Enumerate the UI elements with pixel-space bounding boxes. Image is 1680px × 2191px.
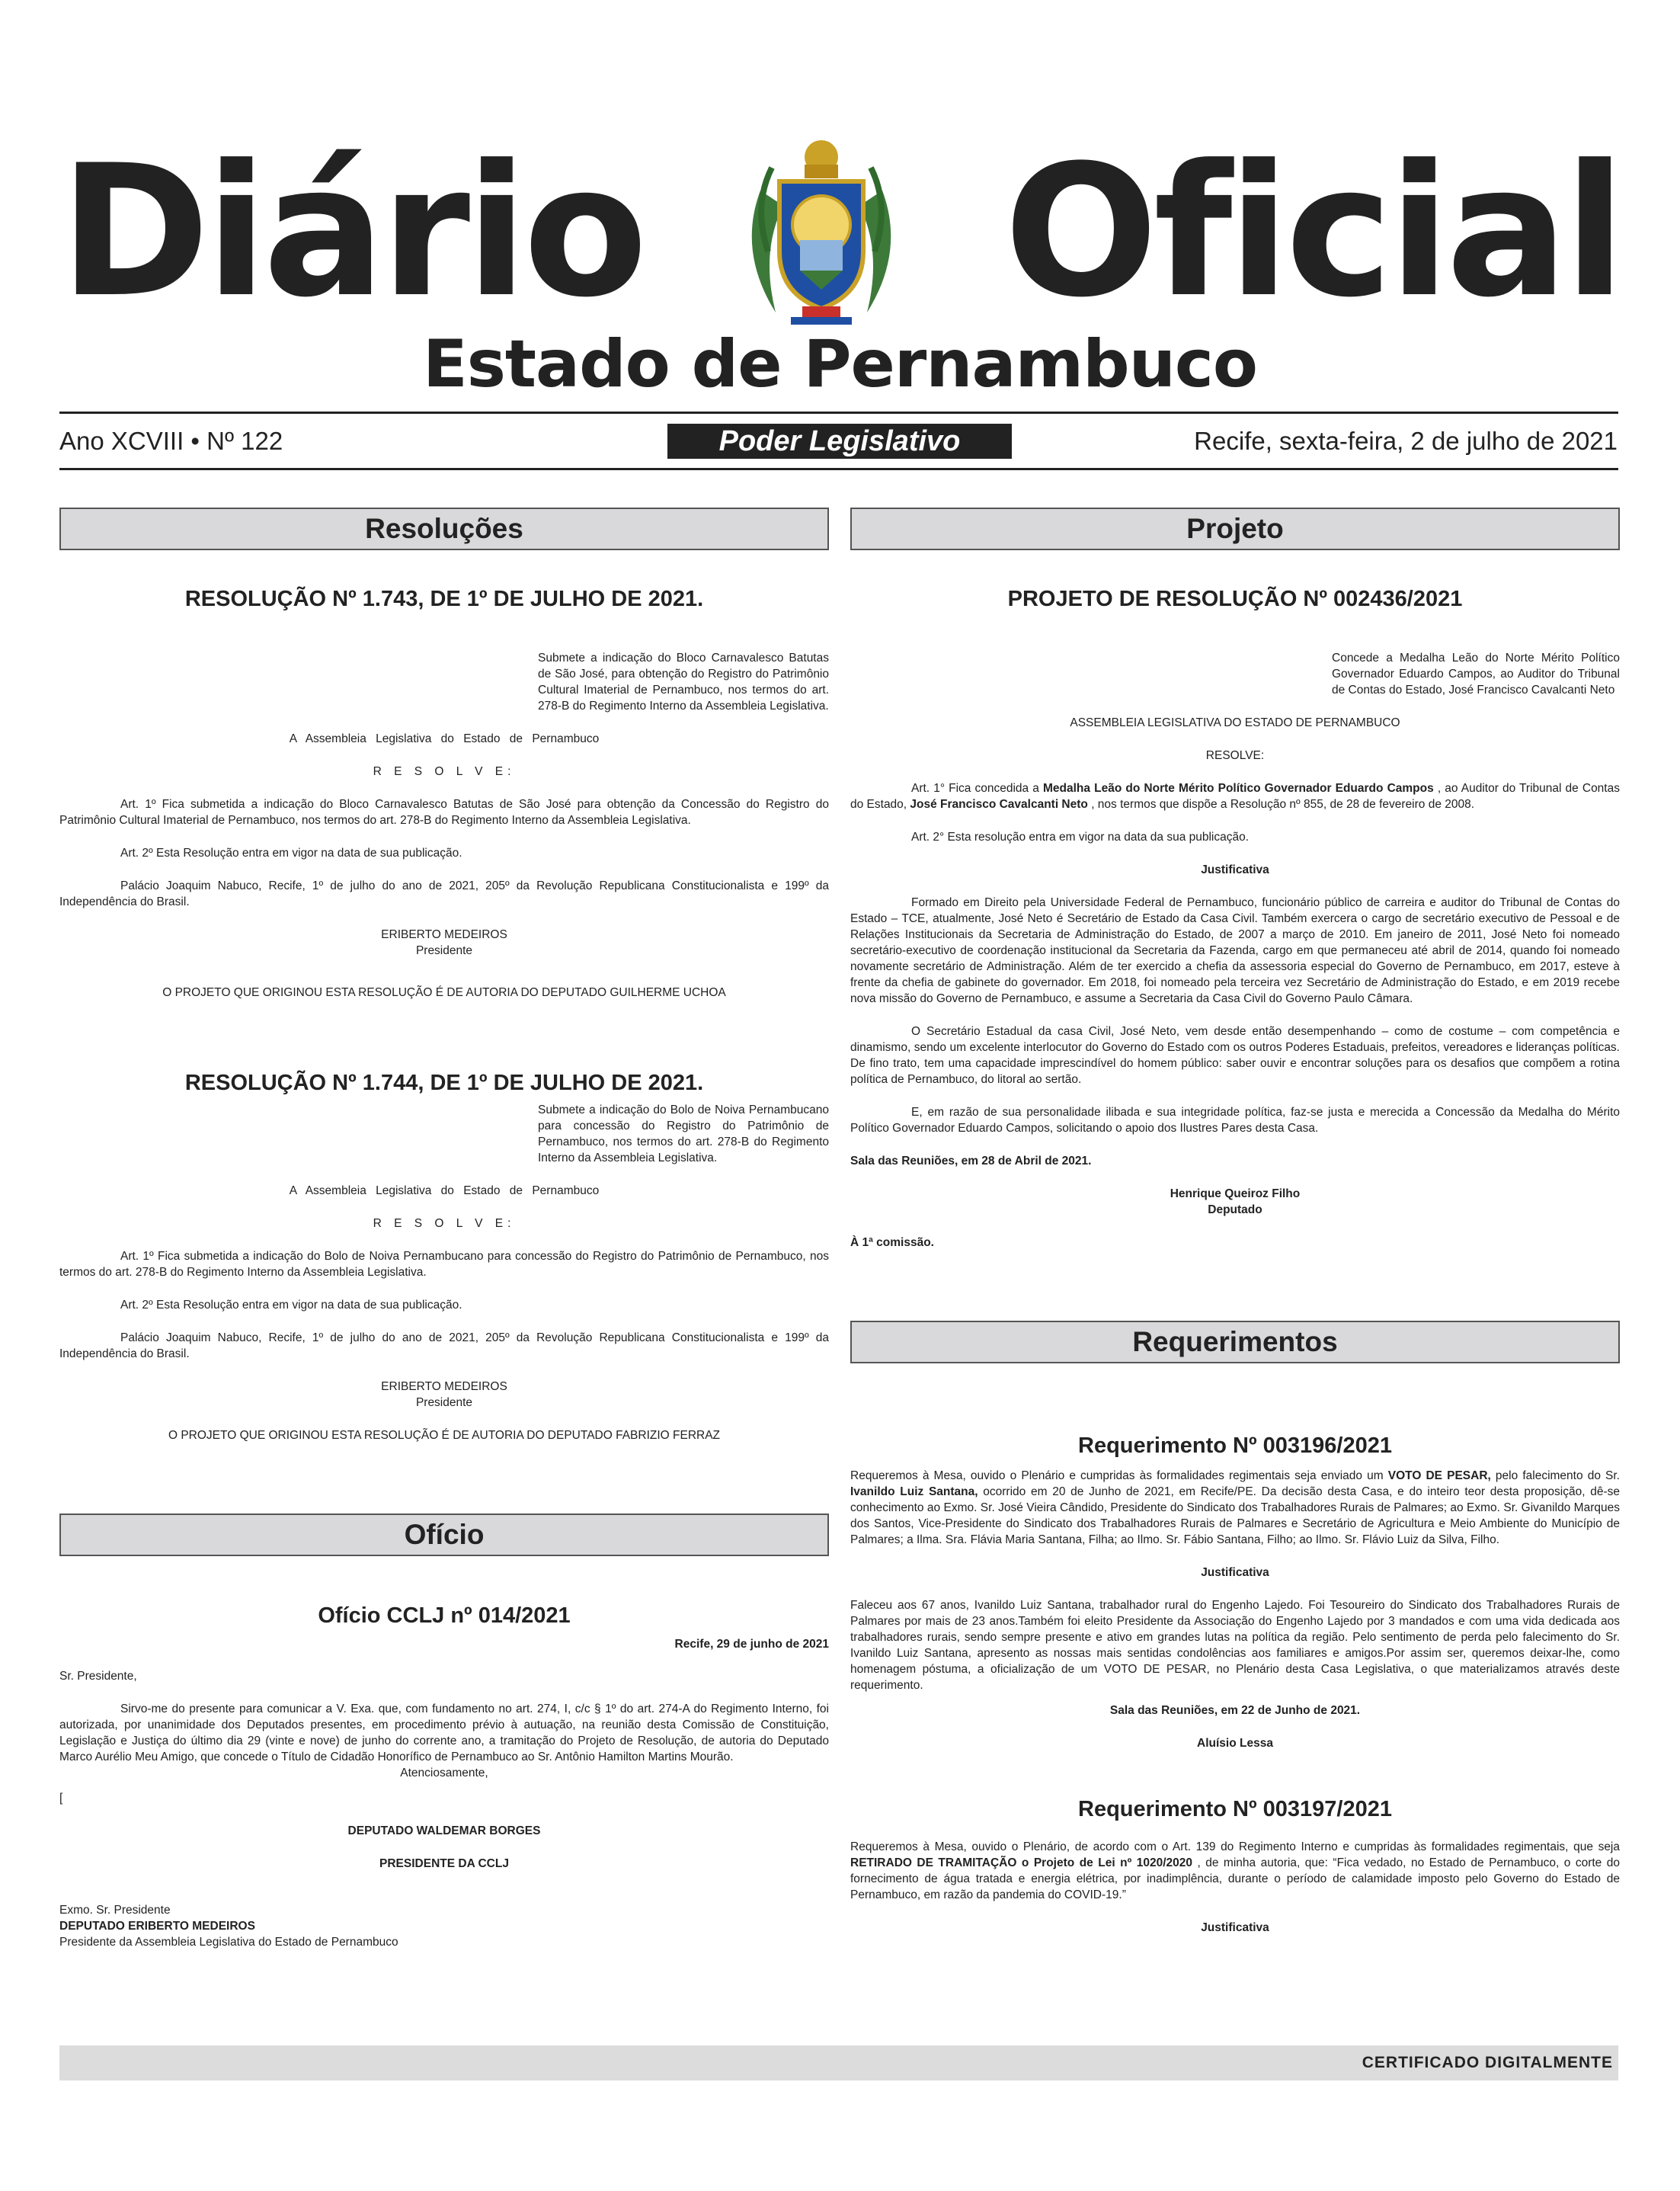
res2-art2: Art. 2º Esta Resolução entra em vigor na data de sua publicação. bbox=[120, 1299, 462, 1312]
proj-signer-role: Deputado bbox=[1208, 1203, 1262, 1216]
title-diario: Diário bbox=[59, 127, 644, 338]
left-column bbox=[59, 508, 829, 1950]
oficio-signer: DEPUTADO WALDEMAR BORGES bbox=[347, 1824, 541, 1837]
res2-palace: Palácio Joaquim Nabuco, Recife, 1º de julho do ano de 2021, 205º da Revolução Republicana Constitucionalista e 199º da Independência do Brasil. bbox=[59, 1331, 829, 1360]
res1-assembly: A Assembleia Legislativa do Estado de Pernambuco bbox=[289, 732, 600, 745]
proj-assembly: ASSEMBLEIA LEGISLATIVA DO ESTADO DE PERNAMBUCO bbox=[1070, 716, 1400, 729]
res2-signer-role: Presidente bbox=[415, 1396, 473, 1409]
oficio-to-1: Exmo. Sr. Presidente bbox=[59, 1904, 171, 1917]
proj-para-1: Formado em Direito pela Universidade Federal de Pernambuco, funcionário público de carreira e auditor do Tribunal de Contas do Estado – TCE, atualmente, José Neto é Secretário de Estado da Casa Civil. Também exercera o cargo de secretário executivo de Pessoal e de Relações Institucionais da Secretaria de Administração do Estado, de 2007 a março de 2010. Em janeiro de 2011, José Neto foi nomeado secretário-executivo de coordenação institucional da Secretaria da Fazenda, cargo em que permaneceu até abril de 2014, quando foi nomeado novamente secretário de Administração. Além de ter exercido a chefia da assessoria especial do Governo de Pernambuco, em 2017, esteve à frente da chefia de gabinete do governador. Em 2018, foi nomeado pela terceira vez Secretário de Administração do Estado, e em 2019 recebe nova missão do Governo de Pernambuco, e assume a Secretaria da Casa Civil do Governo Paulo Câmara. bbox=[850, 896, 1620, 1005]
oficio-to-3: Presidente da Assembleia Legislativa do Estado de Pernambuco bbox=[59, 1936, 398, 1949]
res1-signer: ERIBERTO MEDEIROS bbox=[381, 928, 507, 941]
res2-assembly: A Assembleia Legislativa do Estado de Pernambuco bbox=[289, 1184, 600, 1197]
footer-certificate: CERTIFICADO DIGITALMENTE bbox=[1362, 2054, 1613, 2071]
oficio-signer-role: PRESIDENTE DA CCLJ bbox=[379, 1857, 509, 1870]
res1-summary: Submete a indicação do Bloco Carnavalesco Batutas de São José, para obtenção do Registro do Patrimônio Cultural Imaterial de Pernambuco, nos termos do art. 278-B do Regimento Interno da Assembleia Legislativa. bbox=[538, 652, 829, 713]
proj-title: PROJETO DE RESOLUÇÃO Nº 002436/2021 bbox=[1007, 587, 1463, 611]
res2-art1: Art. 1º Fica submetida a indicação do Bolo de Noiva Pernambucano para concessão do Registro do Patrimônio de Pernambuco, nos termos do art. 278-B do Regimento Interno da Assembleia Legislativa. bbox=[59, 1250, 829, 1279]
req2-justificativa: Justificativa bbox=[1201, 1921, 1269, 1934]
req1-title: Requerimento Nº 003196/2021 bbox=[1078, 1433, 1392, 1458]
res1-signer-role: Presidente bbox=[415, 944, 473, 957]
req1-justificativa: Justificativa bbox=[1201, 1566, 1269, 1579]
req2-para-1: Requeremos à Mesa, ouvido o Plenário, de acordo com o Art. 139 do Regimento Interno e cumpridas às formalidades regimentais, que seja RETIRADO DE TRAMITAÇÃO o Projeto de Lei nº 1020/2020 , de minha autoria, que: “Fica vedado, no Estado de Pernambuco, o corte do fornecimento de água tratada e energia elétrica, por inadimplência, durante o período de calamidade imposto pelo Governo do Estado de Pernambuco, em razão da pandemia do COVID-19.” bbox=[850, 1840, 1620, 1901]
section-projeto: Projeto bbox=[850, 508, 1620, 550]
oficio-closing: Atenciosamente, bbox=[400, 1767, 488, 1779]
section-resolucoes: Resoluções bbox=[59, 508, 829, 550]
res2-resolve: R E S O L V E: bbox=[373, 1217, 516, 1230]
res1-art1: Art. 1º Fica submetida a indicação do Bloco Carnavalesco Batutas de São José para obtenção da Concessão do Registro do Patrimônio Cultural Imaterial de Pernambuco, nos termos do art. 278-B do Regimento Interno da Assembleia Legislativa. bbox=[59, 798, 829, 827]
oficio-greeting: Sr. Presidente, bbox=[59, 1670, 137, 1683]
res1-title: RESOLUÇÃO Nº 1.743, DE 1º DE JULHO DE 2021. bbox=[184, 587, 704, 611]
issue-date: Recife, sexta-feira, 2 de julho de 2021 bbox=[1194, 427, 1618, 455]
masthead-subtitle: Estado de Pernambuco bbox=[423, 326, 1257, 402]
res2-author: O PROJETO QUE ORIGINOU ESTA RESOLUÇÃO É DE AUTORIA DO DEPUTADO FABRIZIO FERRAZ bbox=[168, 1429, 721, 1442]
bottom-rule bbox=[59, 468, 1618, 470]
oficio-body: Sirvo-me do presente para comunicar a V. Exa. que, com fundamento no art. 274, I, c/c § 1º do art. 274-A do Regimento Interno, foi autorizada, por unanimidade dos Deputados presentes, em procedimento prévio à autuação, na reunião desta Comissão de Constituição, Legislação e Justiça do último dia 29 (vinte e nove) de junho do corrente ano, a tramitação do Projeto de Resolução, de autoria do Deputado Marco Aurélio Meu Amigo, que concede o Título de Cidadão Honorífico de Pernambuco ao Sr. Antônio Hamilton Martins Mourão. bbox=[59, 1703, 829, 1763]
oficio-date: Recife, 29 de junho de 2021 bbox=[674, 1638, 829, 1651]
res2-title: RESOLUÇÃO Nº 1.744, DE 1º DE JULHO DE 2021. bbox=[184, 1071, 704, 1095]
proj-art2: Art. 2° Esta resolução entra em vigor na data da sua publicação. bbox=[911, 831, 1250, 844]
state-coat-of-arms-icon bbox=[730, 137, 913, 328]
section-oficio: Ofício bbox=[59, 1514, 829, 1556]
proj-para-2: O Secretário Estadual da casa Civil, José Neto, vem desde então desempenhando – como de costume – com competência e dinamismo, sendo um excelente interlocutor do Governo do Estado com os outros Poderes Estaduais, prefeitos, vereadores e lideranças políticas. De fino trato, tem uma capacidade imprescindível do homem público: saber ouvir e encontrar soluções para os desafios que compõem a rotina política de Pernambuco, do litoral ao sertão. bbox=[850, 1025, 1620, 1086]
res1-art2: Art. 2º Esta Resolução entra em vigor na data de sua publicação. bbox=[120, 847, 462, 860]
proj-justificativa: Justificativa bbox=[1201, 863, 1269, 876]
req2-title: Requerimento Nº 003197/2021 bbox=[1078, 1797, 1392, 1821]
req1-para-1: Requeremos à Mesa, ouvido o Plenário e cumpridas às formalidades regimentais seja enviado um VOTO DE PESAR, pelo falecimento do Sr. Ivanildo Luiz Santana, ocorrido em 20 de Junho de 2021, em Recife/PE. Da decisão desta Casa, e do inteiro teor desta proposição, dê-se conhecimento ao Exmo. Sr. José Vieira Cândido, Presidente do Sindicato dos Trabalhadores Rurais de Palmares; ao Exmo. Sr. Givanildo Marques dos Santos, Vice-Presidente do Sindicato dos Trabalhadores Rurais de Palmares e Secretário de Agricultura e Meio Ambiente do Município de Palmares; a Ilma. Sra. Flávia Maria Santana, Filha; ao Ilmo. Sr. Fábio Santana, Filho; ao Ilmo. Sr. Flávio Luiz da Silva, Filho. bbox=[850, 1469, 1620, 1546]
proj-para-3: E, em razão de sua personalidade ilibada e sua integridade política, faz-se justa e merecida a Concessão da Medalha do Mérito Político Governador Eduardo Campos, solicitando o apoio dos Ilustres Pares desta Casa. bbox=[850, 1106, 1620, 1135]
issue-number: Ano XCVIII • Nº 122 bbox=[59, 427, 283, 455]
res2-summary: Submete a indicação do Bolo de Noiva Pernambucano para concessão do Registro do Patrimônio de Pernambuco, nos termos do art. 278-B do Regimento Interno da Assembleia Legislativa. bbox=[538, 1104, 829, 1164]
oficio-to-2: DEPUTADO ERIBERTO MEDEIROS bbox=[59, 1920, 255, 1933]
right-column bbox=[850, 508, 1620, 1936]
proj-resolve: RESOLVE: bbox=[1205, 749, 1265, 762]
title-oficial: Oficial bbox=[1003, 127, 1621, 338]
req1-para-2: Faleceu aos 67 anos, Ivanildo Luiz Santana, trabalhador rural do Engenho Lajedo. Foi Tesoureiro do Sindicato dos Trabalhadores Rurais de Palmares por mais de 23 anos.Também foi eleito Presidente da Associação do Engenho Lajedo por 3 mandados e com uma vida dedicada aos trabalhadores rurais, sendo sempre presente e ativo em grandes lutas na política da região. Pelo sentimento de perda pelo falecimento do Sr. Ivanildo Luiz Santana, apresento as nossas mais sentidas condolências aos familiares e amigos.Por assim ser, queremos deixar-lhe, como homenagem póstuma, a oficialização de um VOTO DE PESAR, no Plenário desta Casa Legislativa, o que materializamos através deste requerimento. bbox=[850, 1599, 1620, 1692]
proj-summary: Concede a Medalha Leão do Norte Mérito Político Governador Eduardo Campos, ao Auditor do Tribunal de Contas do Estado, José Francisco Cavalcanti Neto bbox=[1332, 652, 1620, 697]
res2-signer: ERIBERTO MEDEIROS bbox=[381, 1380, 507, 1393]
proj-sala: Sala das Reuniões, em 28 de Abril de 2021. bbox=[850, 1155, 1092, 1168]
proj-committee: À 1ª comissão. bbox=[850, 1236, 934, 1249]
req1-sala: Sala das Reuniões, em 22 de Junho de 2021. bbox=[1109, 1704, 1361, 1717]
oficio-bracket: [ bbox=[59, 1792, 63, 1805]
power-badge: Poder Legislativo bbox=[667, 424, 1012, 459]
req1-signer: Aluísio Lessa bbox=[1197, 1737, 1273, 1750]
proj-art1: Art. 1° Fica concedida a Medalha Leão do Norte Mérito Político Governador Eduardo Campos , ao Auditor do Tribunal de Contas do Estado, José Francisco Cavalcanti Neto , nos termos que dispõe a Resolução nº 855, de 28 de fevereiro de 2008. bbox=[850, 782, 1620, 811]
masthead bbox=[59, 127, 1621, 338]
res1-resolve: R E S O L V E: bbox=[373, 765, 516, 778]
res1-author: O PROJETO QUE ORIGINOU ESTA RESOLUÇÃO É DE AUTORIA DO DEPUTADO GUILHERME UCHOA bbox=[162, 986, 726, 999]
top-rule bbox=[59, 412, 1618, 414]
oficio-title: Ofício CCLJ nº 014/2021 bbox=[318, 1603, 571, 1628]
proj-signer: Henrique Queiroz Filho bbox=[1170, 1187, 1301, 1200]
res1-palace: Palácio Joaquim Nabuco, Recife, 1º de julho do ano de 2021, 205º da Revolução Republicana Constitucionalista e 199º da Independência do Brasil. bbox=[59, 879, 829, 908]
section-requerimentos: Requerimentos bbox=[850, 1321, 1620, 1363]
